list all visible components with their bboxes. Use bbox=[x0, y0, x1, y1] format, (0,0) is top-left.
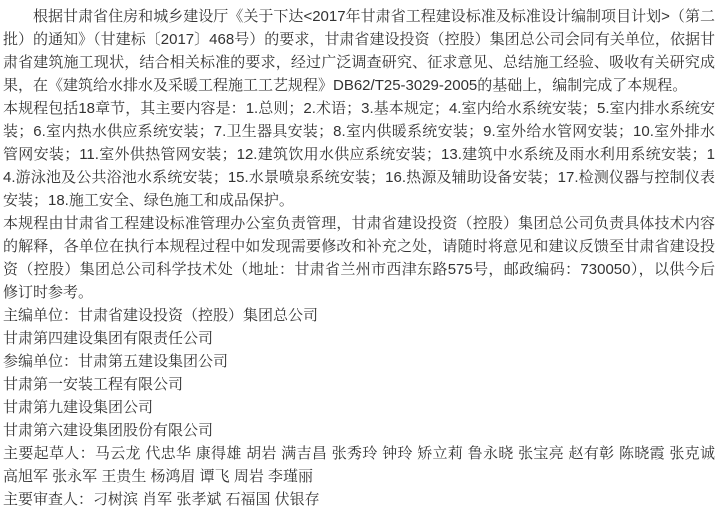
chief-editor-line: 主编单位：甘肃省建设投资（控股）集团总公司 bbox=[3, 307, 319, 324]
reviewers-paragraph: 主要审查人：刁树滨 肖军 张孝斌 石福国 伏银存 bbox=[3, 491, 320, 508]
co-editor-line: 参编单位：甘肃第五建设集团公司 bbox=[3, 353, 229, 370]
contents-paragraph: 本规程包括18章节，其主要内容是：1.总则；2.术语；3.基本规定；4.室内给水系统安装；5.室内排水系统安装；6.室内热水供应系统安装；7.卫生器具安装；8.室内供暖系统安装；9.室外给水管网安装；10.室外排水管网安装；11.室外供热管网安装；12.建筑饮用水供应系统安装；13.建筑中水系统及雨水利用系统安装；14.游泳池及公共浴池水系统安装；15.水景喷泉系统安装；16.热源及辅助设备安装；17.检测仪器与控制仪表安装；18.施工安全、绿色施工和成品保护。 bbox=[3, 100, 715, 209]
intro-paragraph: 根据甘肃省住房和城乡建设厅《关于下达<2017年甘肃省工程建设标准及标准设计编制项目计划>（第二批）的通知》（甘建标〔2017〕468号）的要求，甘肃省建设投资（控股）集团总公司会同有关单位，依据甘肃省建筑施工现状，结合相关标准的要求，经过广泛调查研究、征求意见、总结施工经验、吸收有关研究成果，在《建筑给水排水及采暖工程施工工艺规程》DB62/T25-3029-2005的基础上，编制完成了本规程。 bbox=[3, 8, 715, 94]
co-editor-line: 甘肃第六建设集团股份有限公司 bbox=[3, 422, 214, 439]
drafters-paragraph: 主要起草人：马云龙 代忠华 康得雄 胡岩 满吉昌 张秀玲 钟玲 矫立莉 鲁永晓 张宝亮 赵有彰 陈晓霞 张克诚 高旭军 张永军 王贵生 杨鸿眉 谭飞 周岩 李瑾丽 bbox=[3, 445, 715, 485]
management-paragraph: 本规程由甘肃省工程建设标准管理办公室负责管理，甘肃省建设投资（控股）集团总公司负责具体技术内容的解释，各单位在执行本规程过程中如发现需要修改和补充之处，请随时将意见和建议反馈至甘肃省建设投资（控股）集团总公司科学技术处（地址：甘肃省兰州市西津东路575号，邮政编码：730050），以供今后修订时参考。 bbox=[3, 215, 715, 301]
co-editor-line: 甘肃第一安装工程有限公司 bbox=[3, 376, 184, 393]
chief-editor-line: 甘肃第四建设集团有限责任公司 bbox=[3, 330, 214, 347]
co-editor-line: 甘肃第九建设集团公司 bbox=[3, 399, 154, 416]
